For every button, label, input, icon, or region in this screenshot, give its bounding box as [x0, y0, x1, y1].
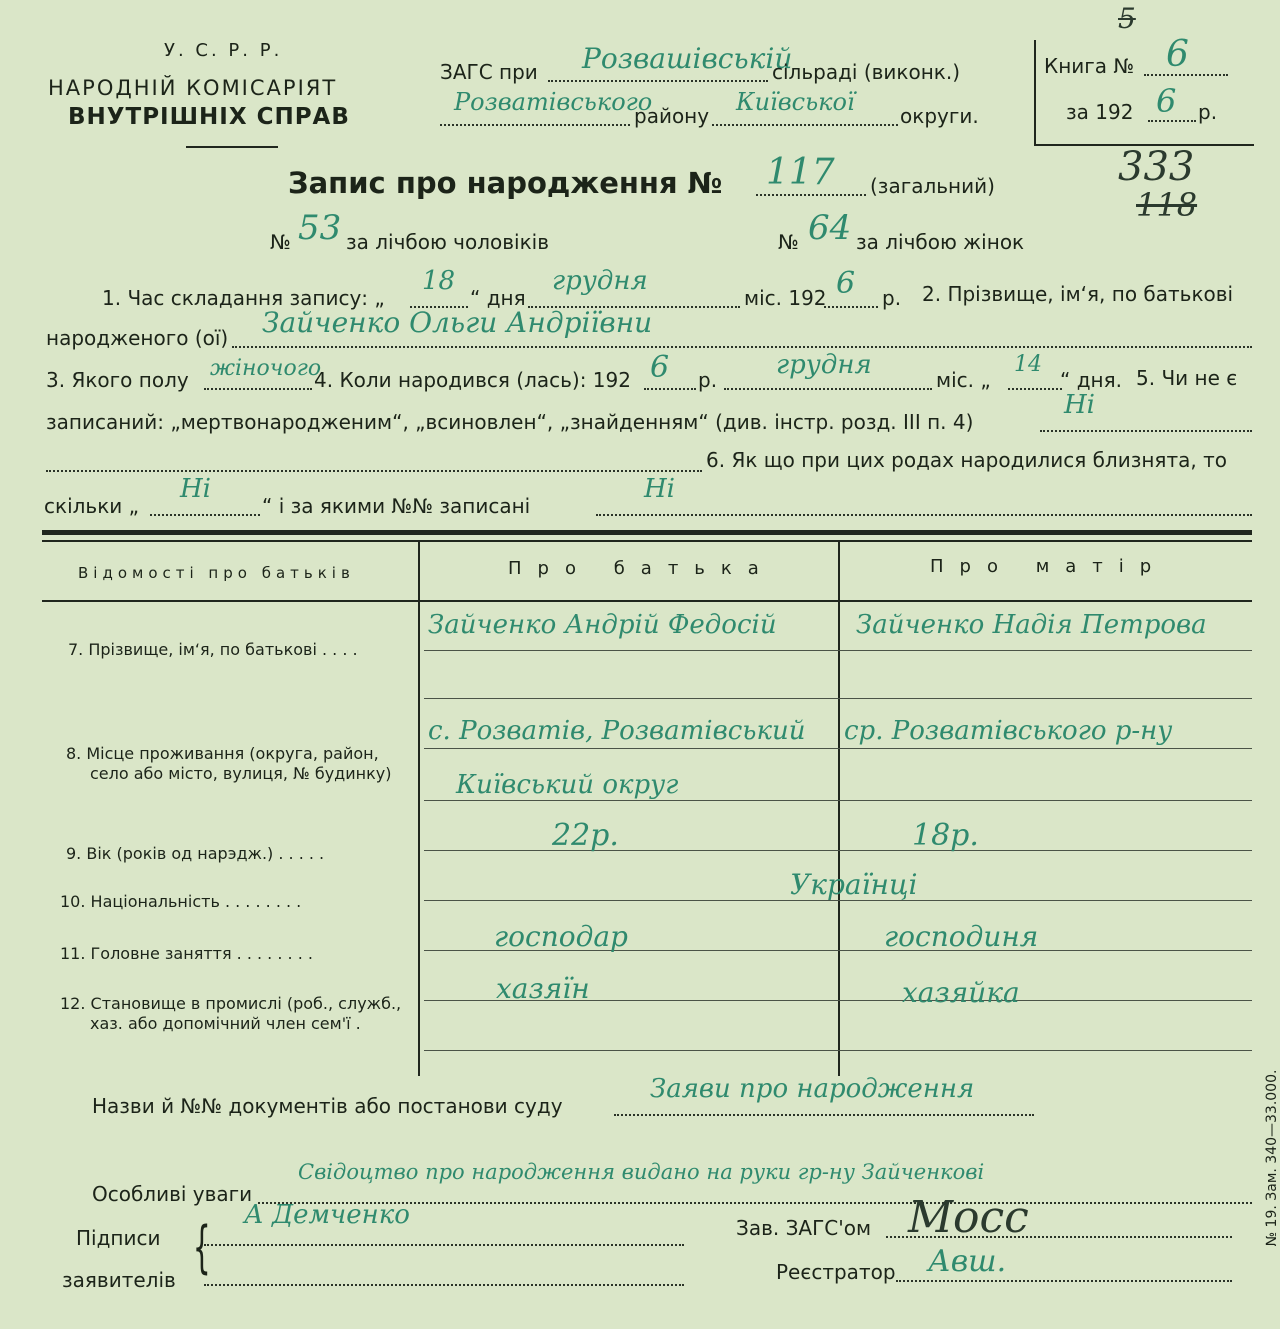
applicant-line2	[204, 1284, 684, 1286]
field1-mis: міс. 192	[744, 286, 827, 310]
field1-month-handwritten: грудня	[552, 266, 648, 296]
applicant-handwritten: А Демченко	[244, 1200, 410, 1230]
women-no-label: №	[778, 230, 799, 254]
row7-label: 7. Прізвище, ім‘я, по батькові . . . .	[68, 640, 358, 659]
row8-father-handwritten: с. Розватів, Розватівський	[428, 716, 806, 746]
field5-label: 5. Чи не є	[1136, 366, 1238, 390]
notes-label: Особливі уваги	[92, 1182, 253, 1206]
field6-count-handwritten: Ні	[180, 474, 211, 504]
documents-handwritten: Заяви про народження	[650, 1074, 975, 1104]
row9-mother-handwritten: 18р.	[912, 818, 979, 853]
table-col-divider1	[418, 542, 420, 1076]
field4-day-line	[1008, 388, 1062, 390]
field4-label: 4. Коли народився (лась): 192	[314, 368, 631, 392]
village-line	[548, 80, 768, 82]
row12-label2: хаз. або допомічний член сем'ї .	[90, 1014, 361, 1033]
table-top-rule	[42, 530, 1252, 535]
ruled-line	[424, 650, 1252, 651]
ussr-label: У. С. Р. Р.	[164, 40, 283, 61]
field6-count-line	[150, 514, 260, 516]
row12-mother-handwritten: хазяйка	[902, 976, 1020, 1009]
district-line	[440, 124, 630, 126]
row8-label: 8. Місце проживання (округа, район,	[66, 744, 379, 763]
field6-label2: скільки „	[44, 494, 139, 518]
row7-father-handwritten: Зайченко Андрій Федосій	[428, 610, 777, 640]
row12-father-handwritten: хазяїн	[496, 972, 590, 1005]
field1-label: 1. Час складання запису: „	[102, 286, 385, 310]
men-number-handwritten: 53	[298, 208, 342, 248]
book-year-prefix: за 192	[1066, 100, 1134, 124]
field4-month-handwritten: грудня	[776, 350, 872, 380]
row10-label: 10. Національність . . . . . . . .	[60, 892, 302, 911]
signatures-label2: заявителів	[62, 1268, 176, 1292]
men-no-label: №	[270, 230, 291, 254]
women-number-handwritten: 64	[808, 208, 852, 248]
documents-label: Назви й №№ документів або постанови суду	[92, 1094, 563, 1118]
field4-month-line	[724, 388, 932, 390]
signatures-label1: Підписи	[76, 1226, 161, 1250]
book-label: Книга №	[1044, 54, 1135, 78]
field4-day-word: “ дня.	[1060, 368, 1123, 392]
field3-label: 3. Якого полу	[46, 368, 189, 392]
signatures-brace: {	[192, 1215, 211, 1280]
ministry-line2: ВНУТРІШНІХ СПРАВ	[68, 104, 350, 130]
field5-extra-line	[46, 470, 702, 472]
col1-header: Відомості про батьків	[78, 564, 355, 582]
registrar-label: Реєстратор	[776, 1260, 896, 1284]
village-handwritten: Розвашівській	[582, 42, 793, 75]
field3-value-handwritten: жіночого	[210, 356, 322, 381]
record-number-line	[756, 194, 866, 196]
field6-value-handwritten: Ні	[644, 474, 675, 504]
header-underline	[186, 146, 278, 148]
field4-day-handwritten: 14	[1014, 352, 1042, 377]
head-label: Зав. ЗАГС'ом	[736, 1216, 872, 1240]
field4-year-line	[644, 388, 696, 390]
zags-pri-label: ЗАГС при	[440, 60, 538, 84]
row8-mother-handwritten: ср. Розватівського р-ну	[844, 716, 1173, 746]
okrug-line	[712, 124, 898, 126]
field5-label2: записаний: „мертвонародженим“, „всиновлен“, „знайденням“ (див. інстр. розд. III п. 4)	[46, 410, 974, 434]
field2-line	[232, 346, 1252, 348]
row7-mother-handwritten: Зайченко Надія Петрова	[856, 610, 1207, 640]
field4-year-handwritten: 6	[650, 350, 670, 385]
table-top-rule2	[42, 540, 1252, 542]
record-title: Запис про народження №	[288, 166, 723, 200]
field2-value-handwritten: Зайченко Ольги Андріївни	[262, 306, 653, 339]
field2-label2: народженого (ої)	[46, 326, 229, 350]
ministry-line1: НАРОДНІЙ КОМІСАРІЯТ	[48, 76, 338, 100]
row9-father-handwritten: 22р.	[552, 818, 619, 853]
margin-old-number: 118	[1136, 186, 1198, 224]
field1-day-handwritten: 18	[422, 266, 456, 296]
head-signature: Мосс	[908, 1192, 1029, 1243]
silradi-label: сільраді (виконк.)	[772, 60, 961, 84]
field4-mis: міс. „	[936, 368, 991, 392]
table-header-rule	[42, 600, 1252, 602]
field5-line	[1040, 430, 1252, 432]
book-year-handwritten: 6	[1156, 82, 1177, 120]
book-old-handwritten: 5	[1118, 2, 1136, 35]
row10-common-handwritten: Українці	[790, 868, 918, 901]
field4-r: р.	[698, 368, 718, 392]
row12-label: 12. Становище в промислі (роб., служб.,	[60, 994, 402, 1013]
field3-line	[204, 388, 312, 390]
side-print-note: № 19. Зам. 340—33.000.	[1264, 1069, 1280, 1247]
row11-mother-handwritten: господиня	[884, 920, 1039, 953]
okrugy-label: округи.	[900, 104, 979, 128]
record-number-handwritten: 117	[766, 152, 835, 193]
general-label: (загальний)	[870, 174, 995, 198]
book-year-line	[1148, 120, 1196, 122]
registrar-signature: Авш.	[928, 1244, 1007, 1279]
row11-father-handwritten: господар	[494, 920, 628, 953]
field6-label3: “ і за якими №№ записані	[262, 494, 531, 518]
ruled-line	[424, 1050, 1252, 1051]
col2-header: Про батька	[508, 558, 775, 579]
applicant-line1	[204, 1244, 684, 1246]
margin-number-handwritten: 333	[1118, 144, 1195, 190]
field2-label: 2. Прізвище, ім‘я, по батькові	[922, 282, 1234, 306]
registrar-line	[896, 1280, 1232, 1282]
table-col-divider2	[838, 542, 840, 1076]
field1-r: р.	[882, 286, 902, 310]
ruled-line	[424, 850, 1252, 851]
field6-label: 6. Як що при цих родах народилися близнята, то	[706, 448, 1227, 472]
field1-day-word: “ дня	[470, 286, 526, 310]
book-number-handwritten: 6	[1166, 34, 1189, 75]
field6-value-line	[596, 514, 1252, 516]
book-year-suffix: р.	[1198, 100, 1218, 124]
district-handwritten: Розватівського	[454, 88, 653, 116]
ruled-line	[424, 800, 1252, 801]
documents-line	[614, 1114, 1034, 1116]
row9-label: 9. Вік (років од нарэдж.) . . . . .	[66, 844, 325, 863]
ruled-line	[424, 698, 1252, 699]
raionu-label: району	[634, 104, 710, 128]
notes-handwritten: Свідоцтво про народження видано на руки гр-ну Зайченкові	[298, 1160, 985, 1184]
row8-father2-handwritten: Київський округ	[456, 770, 679, 800]
ruled-line	[424, 748, 1252, 749]
women-label: за лічбою жінок	[856, 230, 1025, 254]
okrug-handwritten: Київської	[736, 88, 855, 116]
row11-label: 11. Головне заняття . . . . . . . .	[60, 944, 313, 963]
men-label: за лічбою чоловіків	[346, 230, 550, 254]
col3-header: Про матір	[930, 556, 1168, 577]
row8-label2: село або місто, вулиця, № будинку)	[90, 764, 392, 783]
field1-year-line	[824, 306, 878, 308]
field1-year-handwritten: 6	[836, 266, 856, 301]
field5-value-handwritten: Ні	[1064, 390, 1095, 420]
